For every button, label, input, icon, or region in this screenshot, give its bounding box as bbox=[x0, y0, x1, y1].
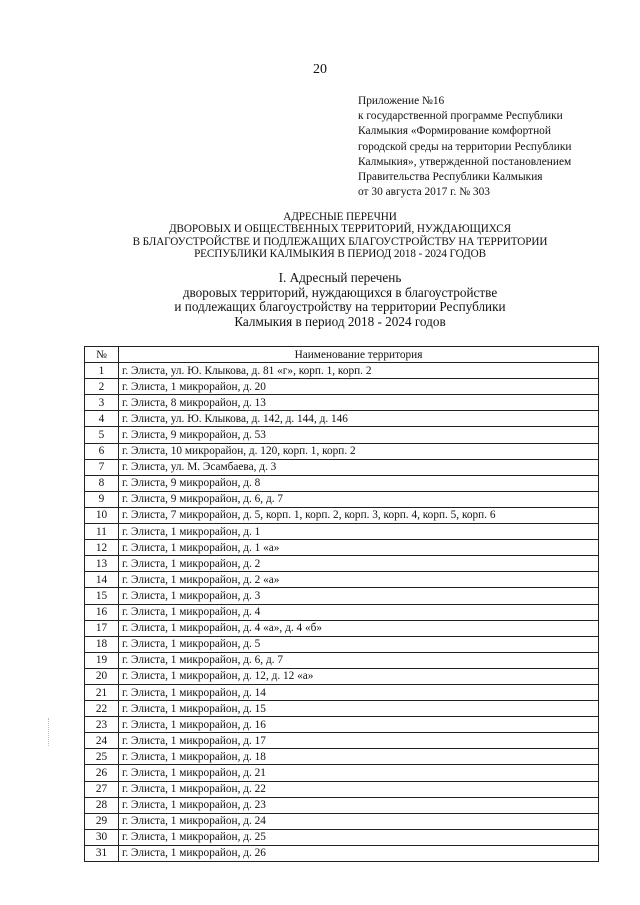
header-territory-name: Наименование территория bbox=[119, 347, 599, 363]
table-row bbox=[85, 540, 599, 556]
section-title bbox=[60, 271, 620, 329]
table-row bbox=[85, 845, 599, 861]
title-line: РЕСПУБЛИКИ КАЛМЫКИЯ В ПЕРИОД 2018 - 2024 ГОДОВ bbox=[194, 248, 486, 261]
row-territory-name: г. Элиста, 1 микрорайон, д. 6, д. 7 bbox=[119, 652, 599, 668]
row-number: 28 bbox=[85, 797, 119, 813]
document-title bbox=[60, 211, 620, 261]
row-number: 23 bbox=[85, 717, 119, 733]
table-row bbox=[85, 588, 599, 604]
row-territory-name: г. Элиста, 1 микрорайон, д. 4 «а», д. 4 «б» bbox=[119, 620, 599, 636]
row-territory-name: г. Элиста, 1 микрорайон, д. 23 bbox=[119, 797, 599, 813]
row-territory-name: г. Элиста, 10 микрорайон, д. 120, корп. 1, корп. 2 bbox=[119, 443, 599, 459]
table-row bbox=[85, 781, 599, 797]
table-row bbox=[85, 427, 599, 443]
title-line: ДВОРОВЫХ И ОБЩЕСТВЕННЫХ ТЕРРИТОРИЙ, НУЖДАЮЩИХСЯ bbox=[169, 223, 511, 236]
section-line: дворовых территорий, нуждающихся в благоустройстве bbox=[182, 284, 498, 300]
row-territory-name: г. Элиста, 8 микрорайон, д. 13 bbox=[119, 395, 599, 411]
row-territory-name: г. Элиста, 1 микрорайон, д. 15 bbox=[119, 701, 599, 717]
row-territory-name: г. Элиста, 1 микрорайон, д. 2 bbox=[119, 556, 599, 572]
row-territory-name: г. Элиста, 9 микрорайон, д. 53 bbox=[119, 427, 599, 443]
table-row bbox=[85, 620, 599, 636]
row-number: 18 bbox=[85, 636, 119, 652]
table-row bbox=[85, 749, 599, 765]
appendix-line: городской среды на территории Республики bbox=[358, 140, 572, 153]
table-row bbox=[85, 572, 599, 588]
table-row bbox=[85, 363, 599, 379]
row-number: 3 bbox=[85, 395, 119, 411]
row-number: 29 bbox=[85, 813, 119, 829]
row-territory-name: г. Элиста, ул. Ю. Клыкова, д. 81 «г», корп. 1, корп. 2 bbox=[119, 363, 599, 379]
table-row bbox=[85, 668, 599, 684]
appendix-line: от 30 августа 2017 г. № 303 bbox=[358, 186, 490, 199]
row-number: 15 bbox=[85, 588, 119, 604]
row-number: 11 bbox=[85, 524, 119, 540]
scan-artifact bbox=[48, 718, 50, 746]
row-number: 12 bbox=[85, 540, 119, 556]
row-number: 20 bbox=[85, 668, 119, 684]
row-number: 6 bbox=[85, 443, 119, 459]
header-number: № bbox=[85, 347, 119, 363]
row-territory-name: г. Элиста, 1 микрорайон, д. 16 bbox=[119, 717, 599, 733]
row-territory-name: г. Элиста, 1 микрорайон, д. 1 «а» bbox=[119, 540, 599, 556]
table-row bbox=[85, 797, 599, 813]
row-number: 30 bbox=[85, 829, 119, 845]
appendix-line: Калмыкия «Формирование комфортной bbox=[358, 125, 551, 138]
section-line: Калмыкия в период 2018 - 2024 годов bbox=[234, 313, 446, 329]
row-number: 16 bbox=[85, 604, 119, 620]
row-territory-name: г. Элиста, 9 микрорайон, д. 6, д. 7 bbox=[119, 491, 599, 507]
row-number: 27 bbox=[85, 781, 119, 797]
row-number: 1 bbox=[85, 363, 119, 379]
table-header-row bbox=[85, 347, 599, 363]
row-territory-name: г. Элиста, 1 микрорайон, д. 3 bbox=[119, 588, 599, 604]
row-number: 19 bbox=[85, 652, 119, 668]
table-row bbox=[85, 507, 599, 523]
row-number: 9 bbox=[85, 491, 119, 507]
table-row bbox=[85, 491, 599, 507]
row-number: 13 bbox=[85, 556, 119, 572]
row-territory-name: г. Элиста, 1 микрорайон, д. 12, д. 12 «а» bbox=[119, 668, 599, 684]
row-number: 26 bbox=[85, 765, 119, 781]
table-row bbox=[85, 379, 599, 395]
row-territory-name: г. Элиста, 1 микрорайон, д. 20 bbox=[119, 379, 599, 395]
row-territory-name: г. Элиста, 1 микрорайон, д. 21 bbox=[119, 765, 599, 781]
table-row bbox=[85, 717, 599, 733]
row-territory-name: г. Элиста, 1 микрорайон, д. 14 bbox=[119, 684, 599, 700]
table-row bbox=[85, 395, 599, 411]
table-row bbox=[85, 443, 599, 459]
row-number: 8 bbox=[85, 475, 119, 491]
row-territory-name: г. Элиста, 1 микрорайон, д. 22 bbox=[119, 781, 599, 797]
row-territory-name: г. Элиста, 1 микрорайон, д. 24 bbox=[119, 813, 599, 829]
table-row bbox=[85, 556, 599, 572]
row-number: 7 bbox=[85, 459, 119, 475]
title-line: АДРЕСНЫЕ ПЕРЕЧНИ bbox=[283, 211, 397, 223]
table-row bbox=[85, 604, 599, 620]
table-row bbox=[85, 733, 599, 749]
table-row bbox=[85, 636, 599, 652]
row-number: 2 bbox=[85, 379, 119, 395]
row-territory-name: г. Элиста, 1 микрорайон, д. 25 bbox=[119, 829, 599, 845]
row-number: 4 bbox=[85, 411, 119, 427]
row-territory-name: г. Элиста, ул. Ю. Клыкова, д. 142, д. 144, д. 146 bbox=[119, 411, 599, 427]
row-territory-name: г. Элиста, 1 микрорайон, д. 5 bbox=[119, 636, 599, 652]
row-number: 17 bbox=[85, 620, 119, 636]
table-row bbox=[85, 411, 599, 427]
table-body bbox=[85, 363, 599, 862]
row-territory-name: г. Элиста, 1 микрорайон, д. 1 bbox=[119, 524, 599, 540]
table-row bbox=[85, 459, 599, 475]
appendix-line: к государственной программе Республики bbox=[358, 110, 563, 123]
row-number: 24 bbox=[85, 733, 119, 749]
row-territory-name: г. Элиста, 1 микрорайон, д. 26 bbox=[119, 845, 599, 861]
table-row bbox=[85, 701, 599, 717]
row-number: 31 bbox=[85, 845, 119, 861]
table-row bbox=[85, 475, 599, 491]
section-line: и подлежащих благоустройству на территории Республики bbox=[174, 299, 506, 315]
table-row bbox=[85, 652, 599, 668]
row-number: 10 bbox=[85, 507, 119, 523]
row-territory-name: г. Элиста, 9 микрорайон, д. 8 bbox=[119, 475, 599, 491]
appendix-line: Калмыкия», утвержденной постановлением bbox=[358, 155, 572, 168]
table-row bbox=[85, 829, 599, 845]
table-row bbox=[85, 524, 599, 540]
appendix-header bbox=[358, 94, 618, 200]
row-territory-name: г. Элиста, 1 микрорайон, д. 18 bbox=[119, 749, 599, 765]
table-row bbox=[85, 813, 599, 829]
table-row bbox=[85, 684, 599, 700]
row-territory-name: г. Элиста, 1 микрорайон, д. 2 «а» bbox=[119, 572, 599, 588]
row-number: 25 bbox=[85, 749, 119, 765]
section-line: I. Адресный перечень bbox=[278, 270, 402, 285]
row-number: 21 bbox=[85, 684, 119, 700]
row-number: 5 bbox=[85, 427, 119, 443]
row-number: 14 bbox=[85, 572, 119, 588]
appendix-line: Правительства Республики Калмыкия bbox=[358, 171, 543, 184]
row-territory-name: г. Элиста, 7 микрорайон, д. 5, корп. 1, корп. 2, корп. 3, корп. 4, корп. 5, корп. 6 bbox=[119, 507, 599, 523]
address-table-container bbox=[84, 346, 598, 862]
row-territory-name: г. Элиста, 1 микрорайон, д. 17 bbox=[119, 733, 599, 749]
title-line: В БЛАГОУСТРОЙСТВЕ И ПОДЛЕЖАЩИХ БЛАГОУСТРОЙСТВУ НА ТЕРРИТОРИИ bbox=[132, 235, 548, 248]
row-number: 22 bbox=[85, 701, 119, 717]
address-table bbox=[84, 346, 599, 862]
page-number: 20 bbox=[313, 62, 327, 77]
row-territory-name: г. Элиста, 1 микрорайон, д. 4 bbox=[119, 604, 599, 620]
table-row bbox=[85, 765, 599, 781]
row-territory-name: г. Элиста, ул. М. Эсамбаева, д. 3 bbox=[119, 459, 599, 475]
appendix-line: Приложение №16 bbox=[358, 95, 445, 107]
